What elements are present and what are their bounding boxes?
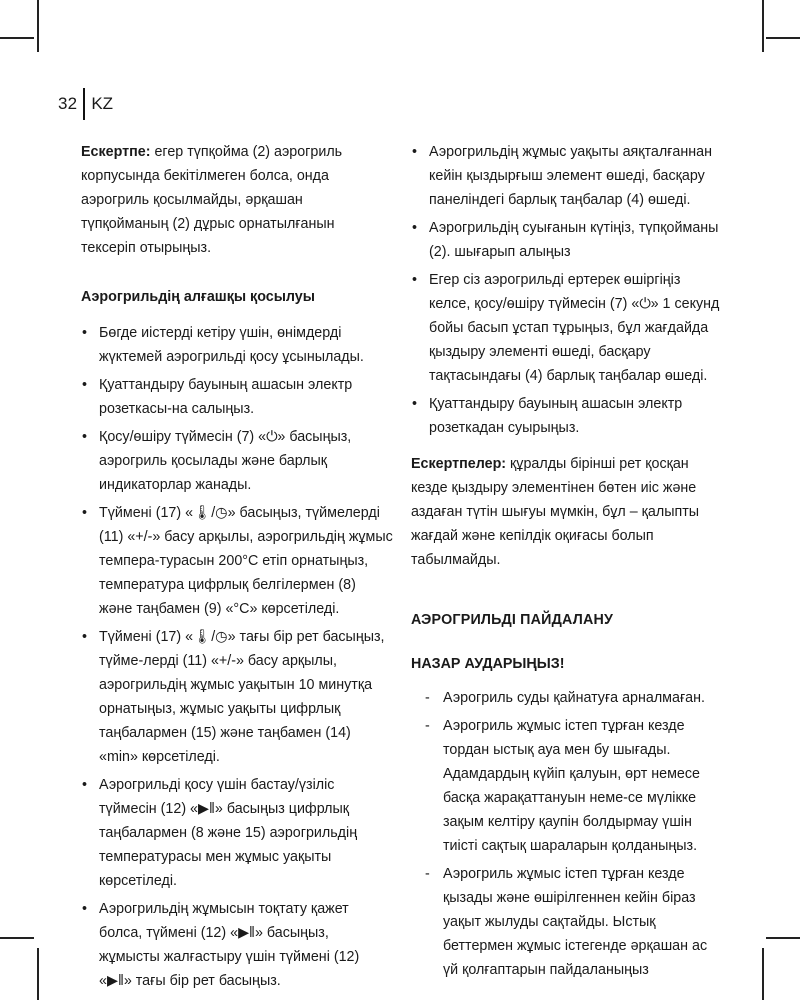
note-label: Ескертпе: (81, 144, 151, 160)
list-item: • Аэрогрильді қосу үшін бастау/үзіліс түймесін (12) «▶‖» басыңыз цифрлық таңбалармен (8 және 15) аэрогрильдің температурасы мен жұмыс уақыты көрсетіледі. (81, 773, 393, 893)
crop-mark-bottom-right-h (766, 937, 800, 939)
usage-heading: АЭРОГРИЛЬДІ ПАЙДАЛАНУ (411, 612, 614, 628)
notes-label: Ескертпелер: (411, 456, 507, 472)
notes-text: құралды бірінші рет қосқан кезде қыздыру элементінен бөтен иіс және аздаған түтін шығуы мүмкін, бұл – қалыпты жағдай және кепілдік оқиғасы болып табылмайды. (411, 456, 700, 568)
first-use-heading: Аэрогрильдің алғашқы қосылуы (81, 289, 315, 305)
list-item: • Қосу/өшіру түймесін (7) «⏻» басыңыз, аэрогриль қосылады және барлық индикаторлар жанады. (81, 425, 393, 497)
list-item: • Түймені (17) «🌡/◷» басыңыз, түймелерді (11) «+/-» басу арқылы, аэрогрильдің жұмыс темпера-турасын 200°С етіп орнатыңыз, температура цифрлық белгілермен (8) және таңбамен (9) «°С» көрсетіледі. (81, 501, 393, 621)
list-item: • Қуаттандыру бауының ашасын электр розеткадан суырыңыз. (411, 392, 723, 440)
list-item: - Аэрогриль жұмыс істеп тұрған кезде тордан ыстық ауа мен бу шығады. Адамдардың күйіп қалуын, өрт немесе басқа жарақаттануын неме-се мүлікке зақым келтіру қаупін болдырмау үшін тиісті сақтық шараларын қолданыңыз. (425, 714, 723, 858)
list-item: • Егер сіз аэрогрильді ертерек өшіргіңіз келсе, қосу/өшіру түймесін (7) «⏻» 1 секунд бойы басып ұстап тұрыңыз, бұл жағдайда қыздыру элементі өшеді, басқару тақтасындағы (4) барлық таңбалар өшеді. (411, 268, 723, 388)
list-item: - Аэрогриль суды қайнатуға арналмаған. (425, 686, 723, 710)
page-number: 32 (58, 94, 78, 113)
warnings-list (425, 686, 723, 982)
right-column (411, 140, 723, 986)
list-item: • Қуаттандыру бауының ашасын электр розеткасы-на салыңыз. (81, 373, 393, 421)
list-item: • Аэрогрильдің жұмыс уақыты аяқталғаннан кейін қыздырғыш элемент өшеді, басқару панеліндегі барлық таңбалар (4) өшеді. (411, 140, 723, 212)
list-item: • Аэрогрильдің жұмысын тоқтату қажет болса, түймені (12) «▶‖» басыңыз, жұмысты жалғастыру үшін түймені (12) «▶‖» тағы бір рет басыңыз. (81, 897, 393, 993)
list-item: - Аэрогриль жұмыс істеп тұрған кезде қызады және өшірілгеннен кейін біраз уақыт жылуды сақтайды. Ыстық беттермен жұмыс істегенде әрқашан ас үй қолғаптарын пайдаланыңыз (425, 862, 723, 982)
crop-mark-bottom-left-h (0, 937, 34, 939)
attention-heading: НАЗАР АУДАРЫҢЫЗ! (411, 656, 565, 672)
crop-mark-top-left (37, 0, 39, 52)
first-use-list (81, 321, 393, 993)
list-item: • Бөгде иістерді кетіру үшін, өнімдерді жүктемей аэрогрильді қосу ұсынылады. (81, 321, 393, 369)
note-paragraph (81, 140, 393, 260)
notes-paragraph (411, 452, 723, 572)
crop-mark-top-right-h (766, 37, 800, 39)
crop-mark-bottom-right (762, 948, 764, 1000)
crop-mark-top-left-h (0, 37, 34, 39)
note-text: егер түпқойма (2) аэрогриль корпусында бекітілмеген болса, онда аэрогриль қосылмайды, әрқашан түпқойманың (2) дұрыс орнатылғанын тексеріп отырыңыз. (81, 144, 343, 256)
header-divider (83, 88, 85, 120)
page-header (58, 88, 113, 120)
list-item: • Аэрогрильдің суығанын күтіңіз, түпқойманы (2). шығарып алыңыз (411, 216, 723, 264)
crop-mark-bottom-left (37, 948, 39, 1000)
shutdown-list (411, 140, 723, 440)
crop-mark-top-right (762, 0, 764, 52)
left-column (81, 140, 393, 1005)
list-item: • Түймені (17) «🌡/◷» тағы бір рет басыңыз, түйме-лерді (11) «+/-» басу арқылы, аэрогрильдің жұмыс уақытын 10 минутқа орнатыңыз, жұмыс уақыты цифрлық таңбалармен (15) және таңбамен (14) «min» көрсетіледі. (81, 625, 393, 769)
language-code: KZ (91, 94, 114, 113)
